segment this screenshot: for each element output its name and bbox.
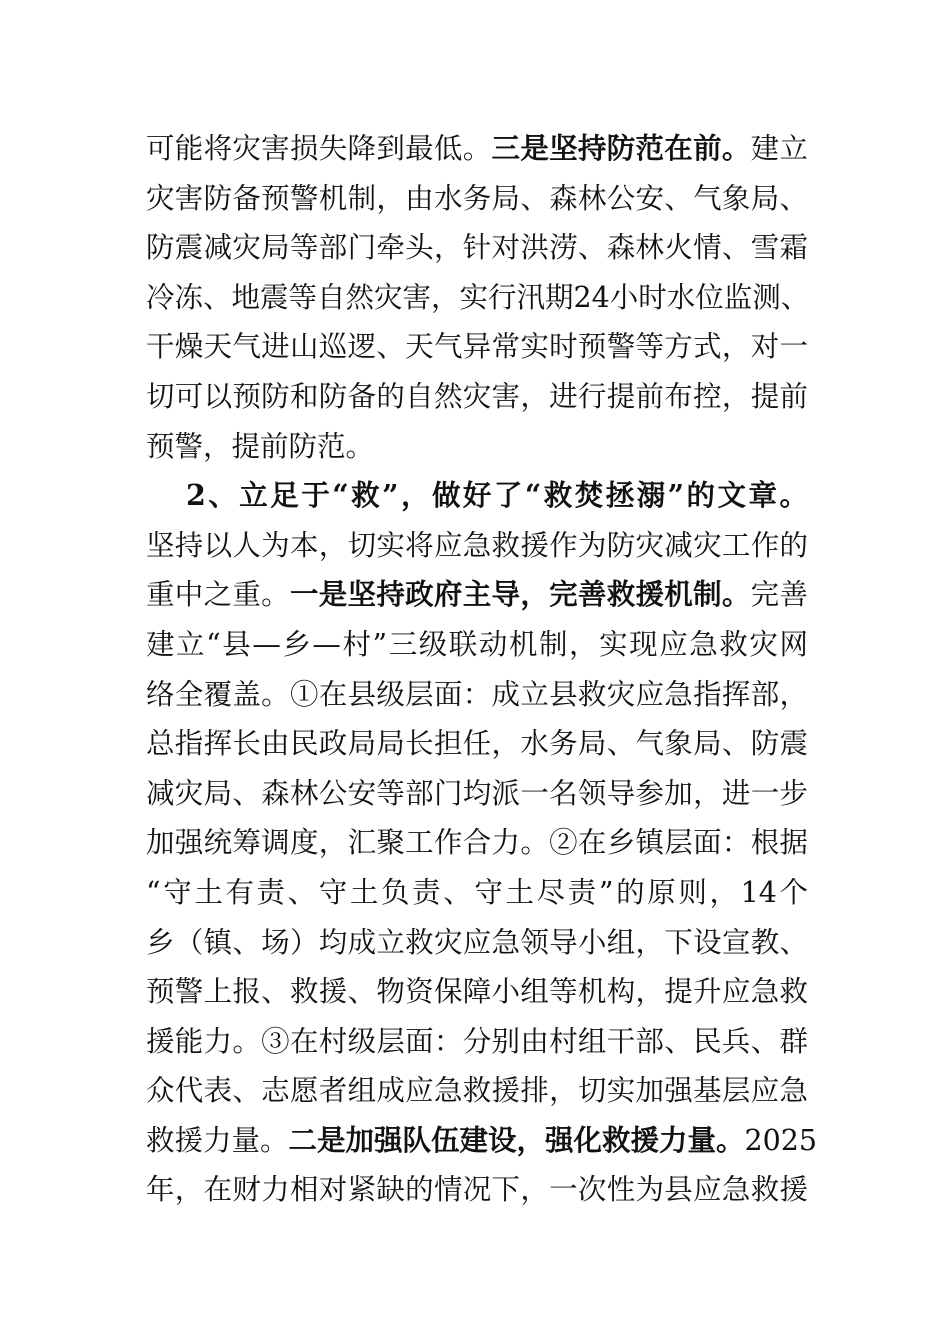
text-line <box>146 322 808 372</box>
text-line <box>146 223 808 273</box>
text-line <box>146 1017 808 1067</box>
text-segment: 冷冻、地震等自然灾害，实行汛期24小时水位监测、 <box>146 280 810 314</box>
text-segment: 救援力量。 <box>146 1123 289 1157</box>
text-segment: 防震减灾局等部门牵头，针对洪涝、森林火情、雪霜 <box>146 231 808 265</box>
text-segment: 援能力。③在村级层面：分别由村组干部、民兵、群 <box>146 1024 808 1058</box>
text-line <box>146 1165 808 1215</box>
text-segment: 众代表、志愿者组成应急救援排，切实加强基层应急 <box>146 1074 808 1108</box>
text-line <box>146 868 808 918</box>
text-line <box>146 124 808 174</box>
bold-text-segment: 二是加强队伍建设，强化救援力量。 <box>288 1122 745 1157</box>
text-line <box>146 471 808 521</box>
text-line <box>146 273 808 323</box>
text-segment: 切可以预防和防备的自然灾害，进行提前布控，提前 <box>146 379 808 413</box>
text-segment: 络全覆盖。①在县级层面：成立县救灾应急指挥部， <box>146 677 808 711</box>
text-segment: 可能将灾害损失降到最低。 <box>146 132 492 165</box>
text-line <box>146 372 808 422</box>
text-segment: 预警，提前防范。 <box>146 429 375 463</box>
text-line <box>146 1116 818 1166</box>
bold-text-segment: 一是坚持政府主导，完善救援机制。 <box>289 577 751 612</box>
text-line <box>146 967 808 1017</box>
text-line <box>146 570 808 620</box>
text-line <box>146 620 808 670</box>
text-line <box>146 818 808 868</box>
text-segment: 预警上报、救援、物资保障小组等机构，提升应急救 <box>146 975 808 1009</box>
text-segment: 灾害防备预警机制，由水务局、森林公安、气象局、 <box>146 181 808 215</box>
text-line <box>146 1066 808 1116</box>
text-segment: 乡（镇、场）均成立救灾应急领导小组，下设宣教、 <box>146 925 808 959</box>
text-segment: 干燥天气进山巡逻、天气异常实时预警等方式，对一 <box>146 330 808 364</box>
document-body <box>146 124 818 1215</box>
text-segment: 年，在财力相对紧缺的情况下，一次性为县应急救援 <box>146 1173 808 1207</box>
text-line <box>146 422 808 472</box>
text-segment: 重中之重。 <box>146 578 290 612</box>
text-segment: “守土有责、守土负责、守土尽责”的原则，14个 <box>146 875 808 909</box>
text-segment: 2025 <box>744 1123 818 1157</box>
bold-text-segment: 2、立足于“救”，做好了“救焚拯溺”的文章。 <box>186 478 808 513</box>
text-segment: 建立“县—乡—村”三级联动机制，实现应急救灾网 <box>146 627 808 661</box>
text-line <box>146 719 808 769</box>
text-segment: 建立 <box>750 132 808 165</box>
bold-text-segment: 三是坚持防范在前。 <box>491 131 751 165</box>
text-line <box>146 918 808 968</box>
text-segment: 总指挥长由民政局局长担任，水务局、气象局、防震 <box>146 727 808 761</box>
text-line <box>146 521 808 571</box>
text-line <box>146 670 808 720</box>
text-segment: 减灾局、森林公安等部门均派一名领导参加，进一步 <box>146 776 808 810</box>
text-segment: 加强统筹调度，汇聚工作合力。②在乡镇层面：根据 <box>146 826 808 860</box>
text-line <box>146 769 808 819</box>
text-segment: 完善 <box>750 578 808 612</box>
text-segment: 坚持以人为本，切实将应急救援作为防灾减灾工作的 <box>146 528 808 562</box>
text-line <box>146 174 808 224</box>
